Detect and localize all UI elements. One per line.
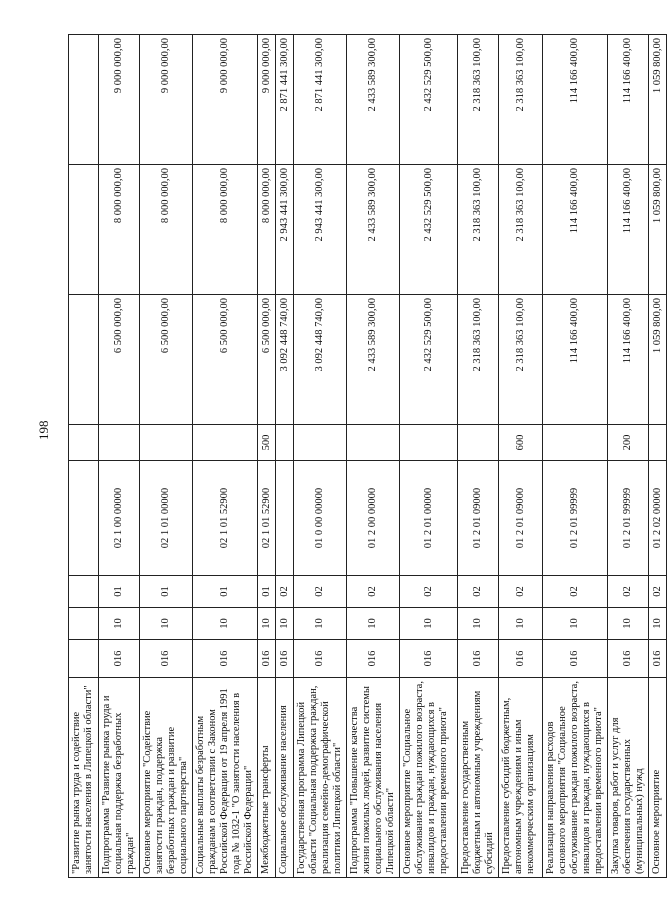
target-article-cell: 02 1 01 00000 <box>140 461 193 576</box>
year2-amount-cell: 2 318 363 100,00 <box>499 165 543 295</box>
year3-amount-cell: 1 059 800,00 <box>649 35 667 165</box>
section-cell: 10 <box>400 608 458 640</box>
expense-type-cell <box>276 425 294 461</box>
table-row <box>193 35 258 878</box>
year1-amount-cell: 1 059 800,00 <box>649 295 667 425</box>
row-name-cell: Основное мероприятие "Социальное обслуживание граждан пожилого возраста, инвалидов и граждан, нуждающихся в предоставлении временного приюта" <box>400 678 458 878</box>
year3-amount-cell <box>69 35 99 165</box>
subsection-cell: 01 <box>99 576 140 608</box>
row-name-cell: Социальное обслуживание населения <box>276 678 294 878</box>
subsection-cell: 02 <box>276 576 294 608</box>
year1-amount-cell: 6 500 000,00 <box>193 295 258 425</box>
year3-amount-cell: 2 871 441 300,00 <box>294 35 347 165</box>
year2-amount-cell: 2 943 441 300,00 <box>294 165 347 295</box>
year2-amount-cell: 8 000 000,00 <box>99 165 140 295</box>
table-row <box>649 35 667 878</box>
subsection-cell: 01 <box>193 576 258 608</box>
year1-amount-cell: 2 433 589 300,00 <box>347 295 400 425</box>
year3-amount-cell: 9 000 000,00 <box>193 35 258 165</box>
admin-code-cell: 016 <box>649 640 667 678</box>
expense-type-cell: 600 <box>499 425 543 461</box>
section-cell: 10 <box>608 608 649 640</box>
table-row <box>608 35 649 878</box>
expense-type-cell: 500 <box>258 425 276 461</box>
year3-amount-cell: 9 000 000,00 <box>140 35 193 165</box>
year3-amount-cell: 2 432 529 500,00 <box>400 35 458 165</box>
year2-amount-cell: 2 318 363 100,00 <box>458 165 499 295</box>
admin-code-cell: 016 <box>276 640 294 678</box>
year3-amount-cell: 114 166 400,00 <box>608 35 649 165</box>
table-row <box>140 35 193 878</box>
year2-amount-cell: 8 000 000,00 <box>193 165 258 295</box>
year2-amount-cell: 8 000 000,00 <box>140 165 193 295</box>
admin-code-cell: 016 <box>499 640 543 678</box>
admin-code-cell: 016 <box>258 640 276 678</box>
year2-amount-cell: 8 000 000,00 <box>258 165 276 295</box>
year3-amount-cell: 2 433 589 300,00 <box>347 35 400 165</box>
subsection-cell: 02 <box>347 576 400 608</box>
row-name-cell: Государственная программа Липецкой области "Социальная поддержка граждан, реализация семейно-демографической политики Липецкой области" <box>294 678 347 878</box>
year1-amount-cell: 2 318 363 100,00 <box>458 295 499 425</box>
table-row <box>258 35 276 878</box>
subsection-cell: 02 <box>543 576 608 608</box>
year3-amount-cell: 9 000 000,00 <box>258 35 276 165</box>
table-row <box>69 35 99 878</box>
year3-amount-cell: 2 318 363 100,00 <box>458 35 499 165</box>
year1-amount-cell: 6 500 000,00 <box>140 295 193 425</box>
expense-type-cell <box>140 425 193 461</box>
year1-amount-cell: 3 092 448 740,00 <box>276 295 294 425</box>
expense-type-cell: 200 <box>608 425 649 461</box>
target-article-cell: 02 1 00 00000 <box>99 461 140 576</box>
target-article-cell: 01 2 02 00000 <box>649 461 667 576</box>
table-row <box>543 35 608 878</box>
year1-amount-cell: 2 432 529 500,00 <box>400 295 458 425</box>
subsection-cell: 02 <box>294 576 347 608</box>
subsection-cell: 02 <box>458 576 499 608</box>
target-article-cell: 01 2 01 99999 <box>543 461 608 576</box>
year3-amount-cell: 2 318 363 100,00 <box>499 35 543 165</box>
year3-amount-cell: 9 000 000,00 <box>99 35 140 165</box>
expense-type-cell <box>543 425 608 461</box>
target-article-cell: 01 2 01 00000 <box>400 461 458 576</box>
year1-amount-cell: 3 092 448 740,00 <box>294 295 347 425</box>
table-row <box>276 35 294 878</box>
subsection-cell: 02 <box>499 576 543 608</box>
year1-amount-cell: 114 166 400,00 <box>608 295 649 425</box>
section-cell: 10 <box>294 608 347 640</box>
subsection-cell: 02 <box>400 576 458 608</box>
table-row <box>499 35 543 878</box>
section-cell: 10 <box>193 608 258 640</box>
row-name-cell: Предоставление субсидий бюджетным, автономным учреждениям и иным некоммерческим организациям <box>499 678 543 878</box>
table-row <box>458 35 499 878</box>
row-name-cell: Основное мероприятие "Содействие занятости граждан, поддержка безработных граждан и развитие социального партнерства" <box>140 678 193 878</box>
target-article-cell: 01 0 00 00000 <box>294 461 347 576</box>
section-cell: 10 <box>140 608 193 640</box>
year2-amount-cell: 2 432 529 500,00 <box>400 165 458 295</box>
section-cell <box>69 608 99 640</box>
year1-amount-cell <box>69 295 99 425</box>
year2-amount-cell: 2 433 589 300,00 <box>347 165 400 295</box>
target-article-cell: 01 2 01 99999 <box>608 461 649 576</box>
subsection-cell: 01 <box>258 576 276 608</box>
budget-table <box>68 34 667 878</box>
admin-code-cell: 016 <box>543 640 608 678</box>
section-cell: 10 <box>99 608 140 640</box>
section-cell: 10 <box>347 608 400 640</box>
subsection-cell: 02 <box>649 576 667 608</box>
row-name-cell: Подпрограмма "Повышение качества жизни пожилых людей, развитие системы социального обслуживания населения Липецкой области" <box>347 678 400 878</box>
expense-type-cell <box>649 425 667 461</box>
table-row <box>347 35 400 878</box>
section-cell: 10 <box>649 608 667 640</box>
subsection-cell <box>69 576 99 608</box>
target-article-cell: 02 1 01 52900 <box>193 461 258 576</box>
expense-type-cell <box>69 425 99 461</box>
target-article-cell: 01 2 00 00000 <box>347 461 400 576</box>
subsection-cell: 02 <box>608 576 649 608</box>
section-cell: 10 <box>458 608 499 640</box>
subsection-cell: 01 <box>140 576 193 608</box>
year3-amount-cell: 114 166 400,00 <box>543 35 608 165</box>
target-article-cell: 02 1 01 52900 <box>258 461 276 576</box>
expense-type-cell <box>458 425 499 461</box>
row-name-cell: Предоставление государственным бюджетным и автономным учреждениям субсидий <box>458 678 499 878</box>
year2-amount-cell: 1 059 800,00 <box>649 165 667 295</box>
year1-amount-cell: 6 500 000,00 <box>258 295 276 425</box>
target-article-cell <box>69 461 99 576</box>
admin-code-cell: 016 <box>193 640 258 678</box>
expense-type-cell <box>347 425 400 461</box>
admin-code-cell: 016 <box>140 640 193 678</box>
row-name-cell: "Развитие рынка труда и содействие занятости населения в Липецкой области" <box>69 678 99 878</box>
year2-amount-cell: 2 943 441 300,00 <box>276 165 294 295</box>
admin-code-cell: 016 <box>400 640 458 678</box>
admin-code-cell: 016 <box>99 640 140 678</box>
expense-type-cell <box>400 425 458 461</box>
table-row <box>400 35 458 878</box>
row-name-cell: Основное мероприятие <box>649 678 667 878</box>
target-article-cell: 01 2 01 09000 <box>458 461 499 576</box>
year1-amount-cell: 6 500 000,00 <box>99 295 140 425</box>
row-name-cell: Реализация направления расходов основного мероприятия "Социальное обслуживание граждан пожилого возраста, инвалидов и граждан, нуждающихся в предоставлении временного приюта" <box>543 678 608 878</box>
rotated-budget-table-wrapper <box>68 35 663 878</box>
row-name-cell: Подпрограмма "Развитие рынка труда и социальная поддержка безработных граждан" <box>99 678 140 878</box>
admin-code-cell <box>69 640 99 678</box>
target-article-cell: 01 2 01 09000 <box>499 461 543 576</box>
expense-type-cell <box>99 425 140 461</box>
section-cell: 10 <box>276 608 294 640</box>
year2-amount-cell: 114 166 400,00 <box>543 165 608 295</box>
admin-code-cell: 016 <box>347 640 400 678</box>
section-cell: 10 <box>543 608 608 640</box>
year2-amount-cell: 114 166 400,00 <box>608 165 649 295</box>
row-name-cell: Закупка товаров, работ и услуг для обеспечения государственных (муниципальных) нужд <box>608 678 649 878</box>
target-article-cell <box>276 461 294 576</box>
admin-code-cell: 016 <box>608 640 649 678</box>
section-cell: 10 <box>258 608 276 640</box>
expense-type-cell <box>193 425 258 461</box>
year2-amount-cell <box>69 165 99 295</box>
admin-code-cell: 016 <box>294 640 347 678</box>
year3-amount-cell: 2 871 441 300,00 <box>276 35 294 165</box>
year1-amount-cell: 2 318 363 100,00 <box>499 295 543 425</box>
table-row <box>294 35 347 878</box>
admin-code-cell: 016 <box>458 640 499 678</box>
year1-amount-cell: 114 166 400,00 <box>543 295 608 425</box>
expense-type-cell <box>294 425 347 461</box>
table-row <box>99 35 140 878</box>
row-name-cell: Межбюджетные трансферты <box>258 678 276 878</box>
section-cell: 10 <box>499 608 543 640</box>
row-name-cell: Социальные выплаты безработным гражданам в соответствии с Законом Российской Федерации от 19 апреля 1991 года № 1032-1 "О занятости населения в Российской Федерации" <box>193 678 258 878</box>
page-number: 198 <box>36 420 51 440</box>
